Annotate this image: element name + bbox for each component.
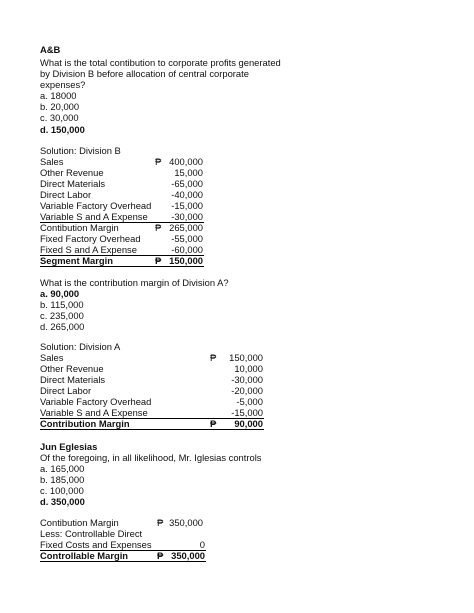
row-label: Fixed S and A Expense (40, 244, 137, 255)
peso-sign: ₱ (155, 255, 162, 266)
divider (40, 429, 264, 430)
section-heading-ab: A&B (40, 44, 61, 55)
row-label: Direct Materials (40, 374, 106, 385)
row-label: Contibution Margin (40, 222, 119, 233)
row-label: Variable S and A Expense (40, 407, 148, 418)
row-value: -15,000 (171, 200, 203, 211)
row-value: 265,000 (169, 222, 203, 233)
peso-sign: ₱ (210, 418, 217, 429)
peso-sign: ₱ (155, 222, 162, 233)
peso-sign: ₱ (157, 550, 164, 561)
divider (40, 266, 204, 267)
question-line: by Division B before allocation of central corporate (40, 68, 249, 79)
row-value: -30,000 (231, 374, 263, 385)
option-c: c. 30,000 (40, 112, 79, 123)
option-c: c. 100,000 (40, 485, 84, 496)
row-value: -55,000 (171, 233, 203, 244)
row-label: Direct Materials (40, 178, 106, 189)
row-label: Sales (40, 352, 64, 363)
question-line: expenses? (40, 79, 86, 90)
row-label: Sales (40, 156, 64, 167)
row-label: Other Revenue (40, 167, 104, 178)
row-label-total: Segment Margin (40, 255, 113, 266)
solution-title: Solution: Division B (40, 145, 121, 156)
row-label: Direct Labor (40, 189, 92, 200)
row-value: -40,000 (171, 189, 203, 200)
option-d: d. 265,000 (40, 321, 85, 332)
row-value: 10,000 (234, 363, 263, 374)
section-heading-jun-eglesias: Jun Eglesias (40, 441, 98, 452)
solution-title: Solution: Division A (40, 341, 121, 352)
option-a-answer: a. 90,000 (40, 288, 80, 299)
row-label: Fixed Factory Overhead (40, 233, 141, 244)
option-b: b. 20,000 (40, 101, 80, 112)
row-value: 15,000 (174, 167, 203, 178)
row-label: Variable S and A Expense (40, 211, 148, 222)
question-line: What is the total contibution to corporate profits generated (40, 57, 281, 68)
option-a: a. 165,000 (40, 463, 85, 474)
row-value: -60,000 (171, 244, 203, 255)
row-value: -30,000 (171, 211, 203, 222)
option-b: b. 115,000 (40, 299, 84, 310)
divider (40, 561, 206, 562)
row-value-total: 90,000 (234, 418, 263, 429)
row-value: 150,000 (229, 352, 263, 363)
row-label-total: Contribution Margin (40, 418, 130, 429)
row-value: 0 (199, 539, 205, 550)
option-c: c. 235,000 (40, 310, 84, 321)
row-label: Other Revenue (40, 363, 104, 374)
row-value: -5,000 (236, 396, 263, 407)
row-label: Variable Factory Overhead (40, 200, 152, 211)
row-label: Fixed Costs and Expenses (40, 539, 152, 550)
question-line: What is the contribution margin of Division A? (40, 277, 229, 288)
peso-sign: ₱ (157, 517, 164, 528)
row-label: Contibution Margin (40, 517, 119, 528)
option-b: b. 185,000 (40, 474, 85, 485)
row-label: Less: Controllable Direct (40, 528, 143, 539)
row-value: 400,000 (169, 156, 203, 167)
row-label: Direct Labor (40, 385, 92, 396)
row-label-total: Controllable Margin (40, 550, 129, 561)
option-d-answer: d. 350,000 (40, 496, 85, 507)
row-value: -15,000 (231, 407, 263, 418)
peso-sign: ₱ (210, 352, 217, 363)
peso-sign: ₱ (155, 156, 162, 167)
question-line: Of the foregoing, in all likelihood, Mr. Iglesias controls (40, 452, 262, 463)
row-value-total: 350,000 (171, 550, 205, 561)
row-value-total: 150,000 (169, 255, 203, 266)
row-label: Variable Factory Overhead (40, 396, 152, 407)
option-a: a. 18000 (40, 90, 77, 101)
option-d-answer: d. 150,000 (40, 124, 85, 135)
row-value: 350,000 (169, 517, 203, 528)
row-value: -20,000 (231, 385, 263, 396)
row-value: -65,000 (171, 178, 203, 189)
